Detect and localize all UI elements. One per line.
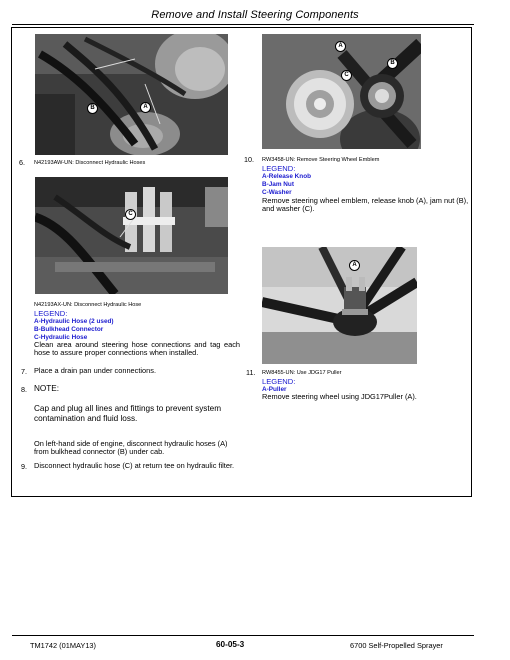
photo-steering-wheel-puller	[262, 247, 417, 364]
step-10-number: 10.	[244, 155, 254, 164]
step-11-text: Remove steering wheel using JDG17Puller (A).	[262, 392, 417, 401]
footer-product-name: 6700 Self-Propelled Sprayer	[350, 641, 443, 650]
footer-doc-id: TM1742 (01MAY13)	[30, 641, 96, 650]
note-label: NOTE:	[34, 384, 60, 393]
legend-title-step11: LEGEND:	[262, 377, 296, 386]
callout-c: C	[125, 209, 136, 220]
legend-item-a: A-Hydraulic Hose (2 used)	[34, 318, 114, 325]
photo1-caption: N42193AW-UN: Disconnect Hydraulic Hoses	[34, 160, 146, 166]
callout-b: B	[87, 103, 98, 114]
header-title: Remove and Install Steering Components	[151, 9, 359, 21]
footer-page-number: 60-05-3	[216, 640, 245, 649]
photo-hydraulic-hose-filter	[35, 177, 228, 294]
step-6-text: Clean area around steering hose connections and tag each hose to assure proper connections when installed.	[34, 340, 240, 358]
callout-a-emblem: A	[335, 41, 346, 52]
photo-steering-wheel-emblem	[262, 34, 421, 149]
note-text: Cap and plug all lines and fittings to prevent system contamination and fluid loss.	[34, 404, 222, 423]
step-10-text: Remove steering wheel emblem, release knob (A), jam nut (B), and washer (C).	[262, 196, 469, 214]
photo-hydraulic-hoses	[35, 34, 228, 155]
legend-item-c: C-Hydraulic Hose	[34, 334, 88, 341]
step-7-number: 7.	[21, 367, 27, 376]
header-rule	[12, 24, 474, 25]
callout-b-emblem: B	[387, 58, 398, 69]
legend-item-washer: C-Washer	[262, 189, 292, 196]
legend-item-b: B-Bulkhead Connector	[34, 326, 104, 333]
callout-a: A	[140, 102, 151, 113]
callout-a-puller: A	[349, 260, 360, 271]
step-6-number: 6.	[19, 158, 25, 167]
step-8-number: 8.	[21, 385, 27, 394]
callout-c-emblem: C	[341, 70, 352, 81]
step-11-number: 11.	[246, 368, 256, 377]
step-9-number: 9.	[21, 462, 27, 471]
step-7-text: Place a drain pan under connections.	[34, 366, 157, 375]
step-9-text: Disconnect hydraulic hose (C) at return tee on hydraulic filter.	[34, 461, 235, 470]
photo3-caption: RW3458-UN: Remove Steering Wheel Emblem	[262, 157, 380, 163]
legend-item-jam-nut: B-Jam Nut	[262, 181, 294, 188]
photo4-caption: RW8455-UN: Use JDG17 Puller	[262, 370, 342, 376]
note-extra-text: On left-hand side of engine, disconnect hydraulic hoses (A) from bulkhead connector (B) under cab.	[34, 439, 228, 457]
legend-title-step10: LEGEND:	[262, 164, 296, 173]
legend-item-puller: A-Puller	[262, 386, 287, 393]
footer-rule	[12, 635, 474, 636]
legend-title-left: LEGEND:	[34, 309, 68, 318]
legend-item-release-knob: A-Release Knob	[262, 173, 312, 180]
photo2-caption: N42193AX-UN: Disconnect Hydraulic Hose	[34, 302, 142, 308]
